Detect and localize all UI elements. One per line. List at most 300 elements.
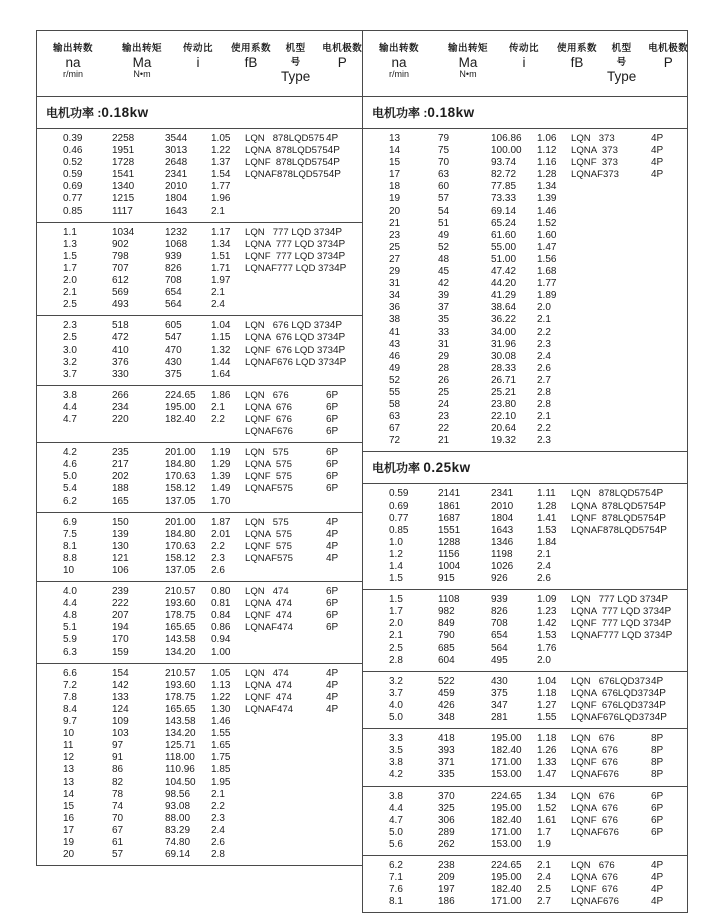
cell-i: 654 (491, 630, 508, 642)
cell-type (571, 561, 651, 573)
table-row (37, 320, 362, 332)
table-row (363, 230, 687, 242)
table-row (363, 549, 687, 561)
cell-fb: 1.85 (211, 764, 231, 776)
cell-fb: 1.33 (537, 757, 557, 769)
cell-p (651, 206, 687, 218)
header-col-output-torque (435, 40, 501, 96)
cell-na: 5.4 (63, 483, 77, 495)
cell-na: 3.8 (63, 389, 77, 401)
cell-type (571, 549, 651, 561)
cell-p: 6P (651, 802, 664, 814)
cell-na: 31 (389, 278, 401, 290)
cell-p (651, 242, 687, 254)
cell-p (326, 181, 362, 193)
cell-fb: 2.2 (537, 423, 551, 435)
cell-na: 29 (389, 266, 401, 278)
cell-na: 5.0 (389, 826, 403, 838)
cell-i: 210.57 (165, 667, 196, 679)
header-col-output-speed (37, 40, 109, 96)
cell-i: 2341 (491, 488, 514, 500)
cell-ma: 217 (112, 459, 129, 471)
cell-ma: 472 (112, 332, 129, 344)
table-row (37, 169, 362, 181)
cell-p: 6P (326, 622, 339, 634)
table-row (37, 801, 362, 813)
cell-na: 4.0 (63, 586, 77, 598)
cell-na: 3.5 (389, 745, 403, 757)
cell-ma: 1004 (438, 561, 461, 572)
cell-na: 55 (389, 386, 401, 398)
cell-fb: 2.3 (537, 435, 551, 447)
data-block (363, 672, 687, 729)
cell-i: 195.00 (491, 802, 522, 814)
right-table-body (363, 97, 687, 912)
cell-p (326, 813, 362, 825)
cell-p: 6P (651, 814, 664, 826)
table-row (37, 332, 362, 344)
cell-p: 8P (651, 769, 664, 781)
cell-p (651, 181, 687, 193)
cell-type: LQNAF676 LQD 373 (245, 356, 335, 368)
header-symbol: i (522, 55, 526, 70)
cell-fb: 1.41 (537, 512, 557, 524)
cell-type (245, 764, 326, 776)
cell-na: 3.2 (389, 675, 403, 687)
cell-fb: 1.34 (211, 238, 231, 250)
cell-type (245, 716, 326, 728)
cell-type: LQN 575 (245, 447, 289, 459)
cell-p (326, 496, 362, 508)
cell-type (571, 839, 651, 851)
cell-i: 2010 (165, 181, 188, 193)
cell-fb: 1.47 (537, 241, 557, 253)
cell-p: 4P (651, 488, 664, 500)
cell-ma: 798 (112, 250, 129, 262)
cell-i: 170.63 (165, 471, 196, 483)
header-symbol: na (65, 55, 81, 70)
cell-p: 4P (651, 157, 664, 169)
table-row (37, 426, 362, 438)
table-row (37, 541, 362, 553)
cell-na: 6.2 (389, 859, 403, 871)
cell-fb: 1.71 (211, 262, 231, 274)
table-row (37, 622, 362, 634)
header-col-ratio (501, 40, 547, 96)
cell-fb: 1.96 (211, 193, 231, 205)
cell-i: 30.08 (491, 350, 517, 362)
cell-fb: 1.65 (211, 740, 231, 752)
cell-fb: 2.1 (211, 205, 225, 217)
cell-p: 4P (326, 667, 339, 679)
cell-na: 5.0 (63, 471, 77, 483)
cell-type: LQNA 373 (571, 145, 618, 157)
cell-fb: 1.52 (537, 802, 557, 814)
left-table-header (37, 31, 362, 97)
table-row (363, 606, 687, 618)
cell-fb: 1.19 (211, 447, 231, 459)
cell-na: 0.77 (63, 193, 83, 205)
left-table-body (37, 97, 362, 865)
cell-na: 6.6 (63, 667, 77, 679)
cell-p: 4P (326, 528, 339, 540)
cell-fb (211, 426, 245, 438)
cell-na: 4.2 (63, 447, 77, 459)
header-cn-label: 输出转矩 (121, 43, 162, 54)
cell-p: 6P (326, 610, 339, 622)
cell-na: 1.5 (389, 573, 403, 585)
cell-fb: 1.30 (211, 703, 231, 715)
cell-i: 2648 (165, 157, 188, 169)
cell-ma: 57 (112, 849, 124, 861)
cell-type: LQNAF474 (245, 703, 293, 715)
cell-na: 0.69 (63, 181, 83, 193)
cell-i: 1026 (491, 561, 514, 572)
data-block (363, 129, 687, 452)
cell-p: 6P (651, 826, 664, 838)
cell-i: 195.00 (165, 401, 196, 413)
cell-ma: 262 (438, 838, 455, 850)
data-block (363, 590, 687, 672)
cell-fb: 1.55 (537, 712, 557, 724)
cell-ma: 289 (438, 826, 455, 838)
table-row (363, 218, 687, 230)
table-row (37, 447, 362, 459)
cell-type: LQN 676LQD373 (571, 675, 651, 687)
cell-type (571, 399, 651, 411)
cell-type: LQNAF676 (571, 826, 619, 838)
cell-type: LQNA 777 LQD 373 (571, 606, 659, 618)
cell-i: 182.40 (491, 884, 522, 896)
table-row (363, 630, 687, 642)
cell-na: 41 (389, 326, 401, 338)
header-symbol: fB (244, 55, 258, 70)
header-unit: r/min (63, 69, 83, 79)
cell-ma: 209 (438, 872, 455, 884)
cell-type (245, 206, 326, 218)
table-row (37, 586, 362, 598)
cell-p: 4P (326, 703, 339, 715)
cell-type: LQNA 878LQD575 (571, 500, 654, 512)
cell-ma: 1687 (438, 512, 461, 524)
cell-na: 4.0 (389, 699, 403, 711)
table-row (363, 423, 687, 435)
table-row (37, 402, 362, 414)
cell-type (571, 339, 651, 351)
cell-type: LQN 676 (571, 790, 615, 802)
cell-na: 3.8 (389, 757, 403, 769)
cell-type: LQNA 676 LQD 373 (245, 332, 333, 344)
cell-p: 4P (653, 512, 666, 524)
cell-fb: 2.1 (211, 788, 225, 800)
table-row (37, 459, 362, 471)
header-cn-label: 电机极数 (322, 43, 363, 54)
table-row (363, 618, 687, 630)
cell-ma: 522 (438, 675, 455, 687)
cell-i: 110.96 (165, 764, 195, 776)
cell-i: 3544 (165, 133, 188, 144)
cell-fb: 2.4 (211, 299, 225, 311)
cell-p: 6P (326, 459, 339, 471)
cell-type (571, 206, 651, 218)
table-row (363, 676, 687, 688)
cell-i: 26.71 (491, 374, 517, 386)
table-row (363, 302, 687, 314)
cell-i: 1643 (165, 205, 188, 217)
cell-ma: 33 (438, 326, 450, 338)
cell-type: LQNF 878LQD575 (245, 157, 328, 169)
cell-ma: 1541 (112, 169, 135, 181)
table-row (37, 716, 362, 728)
cell-fb: 1.34 (537, 181, 557, 193)
cell-p: 6P (326, 413, 339, 425)
cell-ma: 39 (438, 290, 450, 302)
cell-i: 158.12 (165, 483, 196, 495)
cell-i: 153.00 (491, 838, 522, 850)
table-row (37, 483, 362, 495)
data-block (37, 513, 362, 582)
cell-ma: 86 (112, 764, 124, 776)
cell-ma: 410 (112, 344, 129, 356)
cell-ma: 207 (112, 610, 129, 622)
cell-na: 25 (389, 241, 401, 253)
cell-i: 137.05 (165, 495, 196, 507)
cell-na: 2.5 (389, 642, 403, 654)
cell-type: LQNAF575 (245, 552, 293, 564)
table-row (37, 837, 362, 849)
cell-p (651, 549, 687, 561)
cell-type: LQN 676 (571, 859, 615, 871)
cell-na: 1.5 (389, 594, 403, 606)
cell-i: 430 (491, 675, 508, 687)
cell-type (571, 435, 651, 447)
cell-type: LQNF 676 (245, 413, 292, 425)
cell-i: 137.05 (165, 565, 196, 576)
cell-na: 1.1 (63, 226, 77, 238)
data-block (37, 664, 362, 866)
cell-ma: 1034 (112, 226, 135, 238)
cell-i: 74.80 (165, 836, 191, 848)
cell-p (651, 266, 687, 278)
cell-type: LQNF 474 (245, 610, 292, 622)
cell-p: 4P (655, 594, 669, 606)
cell-p (651, 339, 687, 351)
cell-p: 4P (333, 332, 346, 344)
cell-type: LQNAF878LQD575 (245, 169, 329, 181)
table-row (363, 573, 687, 585)
cell-type (245, 801, 326, 813)
table-row (363, 815, 687, 827)
data-block (363, 729, 687, 786)
cell-na: 0.46 (63, 145, 83, 157)
header-col-poles (636, 40, 700, 96)
table-row (363, 896, 687, 908)
cell-na: 3.0 (63, 344, 77, 356)
cell-fb: 1.09 (537, 594, 557, 606)
cell-ma: 22 (438, 423, 450, 435)
table-row (37, 740, 362, 752)
cell-fb: 1.53 (537, 630, 557, 642)
cell-ma: 170 (112, 634, 129, 646)
cell-fb: 1.39 (537, 193, 557, 205)
cell-ma: 25 (438, 386, 450, 398)
cell-na: 0.85 (389, 524, 409, 536)
cell-type: LQNA 575 (245, 528, 292, 540)
cell-fb: 1.77 (211, 181, 231, 193)
cell-type (245, 299, 326, 311)
table-row (37, 789, 362, 801)
cell-na: 36 (389, 302, 401, 314)
cell-type: LQNAF676 (571, 769, 619, 781)
cell-type: LQNA 878LQD575 (245, 145, 328, 157)
cell-ma: 348 (438, 712, 455, 724)
cell-p: 6P (326, 471, 339, 483)
cell-fb: 1.06 (537, 133, 557, 144)
cell-na: 19 (389, 193, 401, 205)
table-row (37, 193, 362, 205)
cell-i: 281 (491, 712, 508, 724)
cell-ma: 915 (438, 573, 455, 585)
cell-type (571, 254, 651, 266)
cell-i: 73.33 (491, 193, 517, 205)
cell-ma: 335 (438, 769, 455, 781)
cell-na: 6.9 (63, 516, 77, 528)
cell-p (651, 655, 687, 667)
cell-ma: 790 (438, 630, 455, 642)
cell-type: LQNA 676 (245, 401, 292, 413)
cell-i: 88.00 (165, 812, 191, 824)
cell-ma: 330 (112, 368, 129, 380)
cell-ma: 234 (112, 401, 129, 413)
data-block (37, 386, 362, 443)
cell-i: 826 (491, 606, 508, 618)
cell-p: 4P (328, 169, 341, 181)
cell-type: LQNA 676 (571, 802, 618, 814)
cell-fb: 1.17 (211, 226, 231, 238)
cell-na: 5.6 (389, 838, 403, 850)
cell-ma: 42 (438, 278, 450, 290)
cell-i: 939 (491, 594, 508, 606)
cell-na: 7.1 (389, 872, 403, 884)
cell-i: 193.60 (165, 679, 196, 691)
table-row (37, 692, 362, 704)
cell-fb: 1.27 (537, 699, 557, 711)
cell-na: 15 (63, 800, 75, 812)
cell-p (326, 565, 362, 577)
cell-ma: 82 (112, 776, 124, 788)
cell-ma: 75 (438, 145, 450, 157)
cell-type (245, 813, 326, 825)
cell-ma: 685 (438, 642, 455, 654)
cell-fb: 1.61 (537, 814, 557, 826)
cell-na: 15 (389, 157, 401, 169)
cell-i: 36.22 (491, 314, 517, 326)
cell-i: 2341 (165, 169, 188, 181)
cell-na: 14 (389, 145, 401, 157)
cell-type (571, 302, 651, 314)
cell-p: 6P (326, 483, 339, 495)
cell-ma: 2141 (438, 488, 461, 500)
header-cn-label: 输出转数 (52, 43, 93, 54)
cell-type (571, 218, 651, 230)
table-row (363, 363, 687, 375)
cell-na: 4.4 (63, 598, 77, 610)
cell-p (651, 254, 687, 266)
cell-na: 2.0 (389, 618, 403, 630)
cell-fb: 1.46 (537, 205, 557, 217)
cell-type: LQN 878LQD575 (245, 133, 325, 144)
table-row (37, 299, 362, 311)
table-row (363, 157, 687, 169)
cell-ma: 54 (438, 205, 450, 217)
table-row (37, 471, 362, 483)
cell-ma: 154 (112, 667, 129, 679)
cell-p: 4P (333, 250, 346, 262)
cell-na: 2.1 (63, 287, 77, 299)
cell-i: 1346 (491, 536, 514, 548)
cell-type: LQN 676 (571, 733, 615, 745)
cell-i: 210.57 (165, 586, 196, 598)
cell-p: 4P (327, 145, 340, 157)
cell-p: 4P (660, 630, 673, 642)
table-row (363, 145, 687, 157)
cell-na: 27 (389, 253, 401, 265)
cell-fb: 2.4 (211, 824, 225, 836)
cell-i: 654 (165, 287, 182, 299)
cell-na: 0.39 (63, 133, 83, 144)
cell-i: 564 (491, 642, 508, 654)
table-row (37, 849, 362, 861)
cell-type (571, 411, 651, 423)
cell-i: 1198 (491, 548, 513, 560)
header-unit: N•m (133, 69, 151, 79)
table-row (37, 553, 362, 565)
cell-p (651, 193, 687, 205)
cell-i: 1232 (165, 226, 188, 238)
table-row (363, 133, 687, 145)
cell-i: 184.80 (165, 528, 196, 540)
cell-fb: 2.6 (211, 565, 225, 576)
cell-fb: 1.13 (211, 679, 231, 691)
cell-ma: 1551 (438, 524, 461, 536)
cell-ma: 91 (112, 752, 124, 764)
cell-p: 4P (326, 552, 339, 564)
cell-ma: 194 (112, 622, 129, 634)
cell-ma: 604 (438, 654, 455, 666)
table-row (363, 501, 687, 513)
cell-i: 153.00 (491, 769, 522, 781)
cell-ma: 23 (438, 411, 450, 423)
cell-fb: 1.42 (537, 618, 557, 630)
cell-ma: 159 (112, 646, 129, 658)
cell-na: 49 (389, 362, 401, 374)
cell-type (245, 777, 326, 789)
cell-ma: 1156 (438, 548, 460, 560)
cell-p (651, 573, 687, 585)
cell-p (326, 647, 362, 659)
cell-i: 1643 (491, 524, 514, 536)
cell-i: 134.20 (165, 728, 196, 740)
cell-type: LQNAF474 (245, 622, 293, 634)
cell-type: LQNF 777 LQD 373 (245, 250, 333, 262)
cell-ma: 150 (112, 516, 129, 528)
cell-i: 182.40 (491, 745, 522, 757)
table-row (363, 733, 687, 745)
cell-p (651, 537, 687, 549)
cell-i: 182.40 (165, 413, 196, 425)
cell-p: 4P (653, 500, 666, 512)
cell-fb: 2.3 (211, 552, 225, 564)
